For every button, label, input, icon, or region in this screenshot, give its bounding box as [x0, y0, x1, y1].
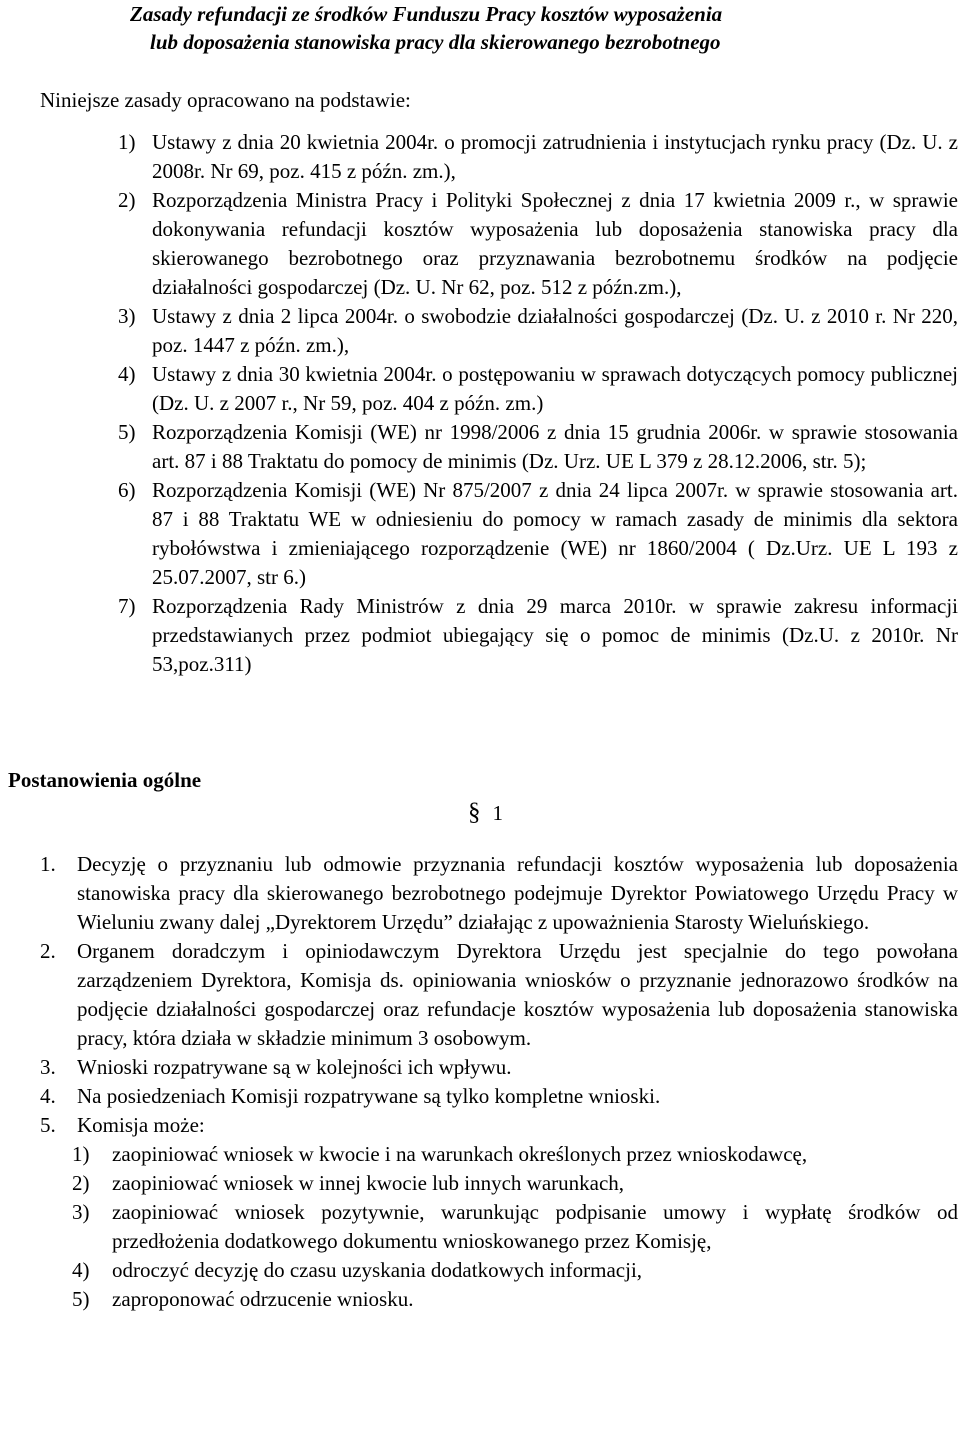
section-heading: Postanowienia ogólne — [8, 768, 202, 792]
list-item — [40, 1111, 958, 1140]
item-text: Ustawy z dnia 2 lipca 2004r. o swobodzie działalności gospodarczej (Dz. U. z 2010 r. Nr 220, poz. 1447 z późn. zm.), — [152, 304, 958, 357]
item-number: 1) — [118, 130, 136, 154]
paragraph-marker — [468, 798, 503, 828]
title-line-1: Zasady refundacji ze środków Funduszu Pracy kosztów wyposażenia — [130, 2, 723, 26]
item-text: zaproponować odrzucenie wniosku. — [112, 1287, 414, 1311]
legal-basis-list — [118, 128, 958, 679]
item-text: Rozporządzenia Komisji (WE) Nr 875/2007 z dnia 24 lipca 2007r. w sprawie stosowania art. 87 i 88 Traktatu WE w odniesieniu do pomocy w ramach zasady de minimis dla sektora rybołówstwa i zmieniającego rozporządzenie (WE) nr 1860/2004 ( Dz.Urz. UE L 193 z 25.07.2007, str 6.) — [152, 478, 958, 589]
list-item — [72, 1256, 958, 1285]
item-text: Wnioski rozpatrywane są w kolejności ich wpływu. — [77, 1055, 512, 1079]
item-number: 6) — [118, 478, 136, 502]
item-number: 3) — [118, 304, 136, 328]
item-number: 2) — [118, 188, 136, 212]
paragraph-symbol: § — [468, 799, 481, 826]
intro-text: Niniejsze zasady opracowano na podstawie: — [40, 88, 411, 112]
item-number: 4. — [40, 1084, 56, 1108]
item-text: zaopiniować wniosek w kwocie i na warunkach określonych przez wnioskodawcę, — [112, 1142, 808, 1166]
item-number: 1) — [72, 1142, 90, 1166]
list-item — [40, 1082, 958, 1111]
item-number: 1. — [40, 852, 56, 876]
item-number: 5) — [118, 420, 136, 444]
list-item — [40, 937, 958, 1053]
item-number: 5. — [40, 1113, 56, 1137]
list-item — [118, 360, 958, 418]
list-item — [118, 186, 958, 302]
document-title — [130, 0, 890, 56]
list-item — [72, 1285, 958, 1314]
list-item — [118, 592, 958, 679]
item-text: Rozporządzenia Ministra Pracy i Polityki Społecznej z dnia 17 kwietnia 2009 r., w sprawie dokonywania refundacji kosztów wyposażenia lub doposażenia stanowiska pracy dla skierowanego bezrobotnego oraz przyznawania bezrobotnemu środków na podjęcie działalności gospodarczej (Dz. U. Nr 62, poz. 512 z późn.zm.), — [152, 188, 958, 299]
list-item — [40, 1053, 958, 1082]
item-number: 2. — [40, 939, 56, 963]
item-number: 7) — [118, 594, 136, 618]
item-text: Rozporządzenia Rady Ministrów z dnia 29 marca 2010r. w sprawie zakresu informacji przedstawianych przez podmiot ubiegający się o pomoc de minimis (Dz.U. z 2010r. Nr 53,poz.311) — [152, 594, 958, 676]
item-number: 4) — [118, 362, 136, 386]
commission-options-list — [72, 1140, 958, 1314]
list-item — [72, 1140, 958, 1169]
provisions-list — [40, 850, 958, 1314]
list-item — [118, 418, 958, 476]
title-line-2: lub doposażenia stanowiska pracy dla skierowanego bezrobotnego — [150, 30, 721, 54]
list-item — [118, 128, 958, 186]
item-text: zaopiniować wniosek pozytywnie, warunkując podpisanie umowy i wypłatę środków od przedłożenia dodatkowego dokumentu wnioskowanego przez Komisję, — [112, 1200, 958, 1253]
item-text: Decyzję o przyznaniu lub odmowie przyznania refundacji kosztów wyposażenia lub doposażenia stanowiska pracy dla skierowanego bezrobotnego podejmuje Dyrektor Powiatowego Urzędu Pracy w Wieluniu zwany dalej „Dyrektorem Urzędu” działając z upoważnienia Starosty Wieluńskiego. — [77, 852, 958, 934]
item-text: odroczyć decyzję do czasu uzyskania dodatkowych informacji, — [112, 1258, 643, 1282]
item-number: 3) — [72, 1200, 90, 1224]
list-item — [72, 1198, 958, 1256]
item-text: Ustawy z dnia 30 kwietnia 2004r. o postępowaniu w sprawach dotyczących pomocy publicznej (Dz. U. z 2007 r., Nr 59, poz. 404 z późn. zm.) — [152, 362, 958, 415]
item-text: Na posiedzeniach Komisji rozpatrywane są tylko kompletne wnioski. — [77, 1084, 661, 1108]
item-text: Komisja może: — [77, 1113, 205, 1137]
item-text: Ustawy z dnia 20 kwietnia 2004r. o promocji zatrudnienia i instytucjach rynku pracy (Dz. U. z 2008r. Nr 69, poz. 415 z późn. zm.), — [152, 130, 958, 183]
item-number: 3. — [40, 1055, 56, 1079]
item-text: Organem doradczym i opiniodawczym Dyrektora Urzędu jest specjalnie do tego powołana zarządzeniem Dyrektora, Komisja ds. opiniowania wniosków o przyznanie jednorazowo środków na podjęcie działalności gospodarczej oraz refundacje kosztów wyposażenia lub doposażenia stanowiska pracy, która działa w składzie minimum 3 osobowym. — [77, 939, 958, 1050]
item-number: 4) — [72, 1258, 90, 1282]
list-item — [40, 850, 958, 937]
item-number: 2) — [72, 1171, 90, 1195]
item-text: zaopiniować wniosek w innej kwocie lub innych warunkach, — [112, 1171, 625, 1195]
item-number: 5) — [72, 1287, 90, 1311]
paragraph-number: 1 — [492, 801, 503, 825]
item-text: Rozporządzenia Komisji (WE) nr 1998/2006 z dnia 15 grudnia 2006r. w sprawie stosowania art. 87 i 88 Traktatu do pomocy de minimis (Dz. Urz. UE L 379 z 28.12.2006, str. 5); — [152, 420, 958, 473]
list-item — [72, 1169, 958, 1198]
list-item — [118, 302, 958, 360]
list-item — [118, 476, 958, 592]
